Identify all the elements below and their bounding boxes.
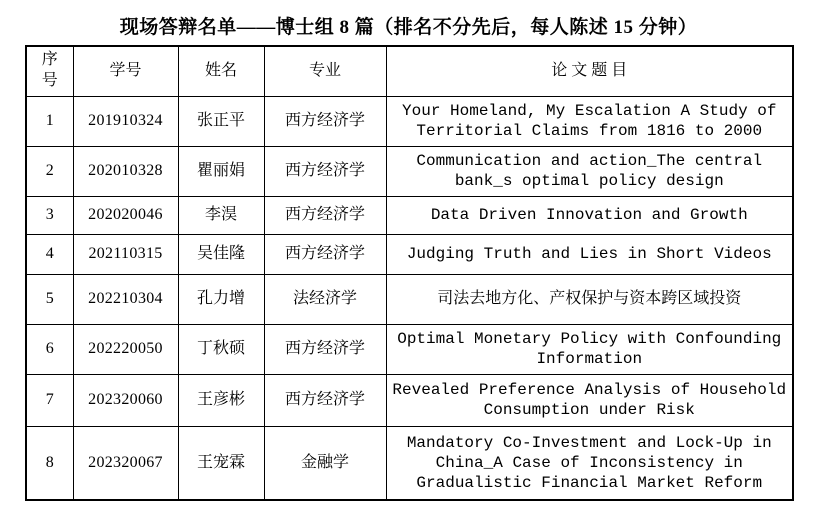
- cell-seq: 4: [26, 234, 73, 274]
- header-student-id: 学号: [73, 46, 178, 96]
- table-row: [26, 374, 793, 426]
- table-row: [26, 274, 793, 324]
- cell-major: 西方经济学: [264, 146, 386, 196]
- cell-student-id: 202210304: [73, 274, 178, 324]
- table-row: [26, 96, 793, 146]
- cell-major: 西方经济学: [264, 324, 386, 374]
- header-name: 姓名: [178, 46, 264, 96]
- cell-thesis: 司法去地方化、产权保护与资本跨区域投资: [386, 274, 793, 324]
- cell-student-id: 202110315: [73, 234, 178, 274]
- cell-seq: 5: [26, 274, 73, 324]
- cell-thesis: Communication and action_The central bank_s optimal policy design: [386, 146, 793, 196]
- cell-thesis: Revealed Preference Analysis of Household Consumption under Risk: [386, 374, 793, 426]
- page-title: 现场答辩名单——博士组 8 篇（排名不分先后，每人陈述 15 分钟）: [119, 17, 698, 38]
- cell-name: 张正平: [178, 96, 264, 146]
- cell-student-id: 202020046: [73, 196, 178, 234]
- cell-seq: 2: [26, 146, 73, 196]
- cell-name: 王宠霖: [178, 426, 264, 500]
- cell-thesis: Your Homeland, My Escalation A Study of Territorial Claims from 1816 to 2000: [386, 96, 793, 146]
- cell-name: 丁秋硕: [178, 324, 264, 374]
- header-major: 专业: [264, 46, 386, 96]
- cell-name: 吴佳隆: [178, 234, 264, 274]
- cell-major: 西方经济学: [264, 374, 386, 426]
- cell-thesis: Optimal Monetary Policy with Confounding Information: [386, 324, 793, 374]
- table-row: [26, 426, 793, 500]
- table-row: [26, 146, 793, 196]
- header-thesis-title: 论 文 题 目: [386, 46, 793, 96]
- defense-roster-table: [25, 45, 794, 501]
- cell-student-id: 202010328: [73, 146, 178, 196]
- cell-thesis: Data Driven Innovation and Growth: [386, 196, 793, 234]
- cell-major: 西方经济学: [264, 196, 386, 234]
- cell-name: 孔力增: [178, 274, 264, 324]
- cell-thesis: Judging Truth and Lies in Short Videos: [386, 234, 793, 274]
- cell-name: 瞿丽娟: [178, 146, 264, 196]
- cell-thesis: Mandatory Co-Investment and Lock-Up in China_A Case of Inconsistency in Gradualistic Financial Market Reform: [386, 426, 793, 500]
- cell-student-id: 202320060: [73, 374, 178, 426]
- cell-seq: 3: [26, 196, 73, 234]
- cell-student-id: 202220050: [73, 324, 178, 374]
- cell-major: 西方经济学: [264, 96, 386, 146]
- cell-major: 西方经济学: [264, 234, 386, 274]
- table-row: [26, 234, 793, 274]
- table-row: [26, 196, 793, 234]
- cell-seq: 1: [26, 96, 73, 146]
- cell-seq: 8: [26, 426, 73, 500]
- cell-major: 法经济学: [264, 274, 386, 324]
- cell-student-id: 202320067: [73, 426, 178, 500]
- cell-seq: 7: [26, 374, 73, 426]
- cell-major: 金融学: [264, 426, 386, 500]
- cell-name: 李淏: [178, 196, 264, 234]
- table-row: [26, 324, 793, 374]
- cell-student-id: 201910324: [73, 96, 178, 146]
- header-seq: 序号: [26, 46, 73, 96]
- cell-seq: 6: [26, 324, 73, 374]
- table-header-row: [26, 46, 793, 96]
- cell-name: 王彦彬: [178, 374, 264, 426]
